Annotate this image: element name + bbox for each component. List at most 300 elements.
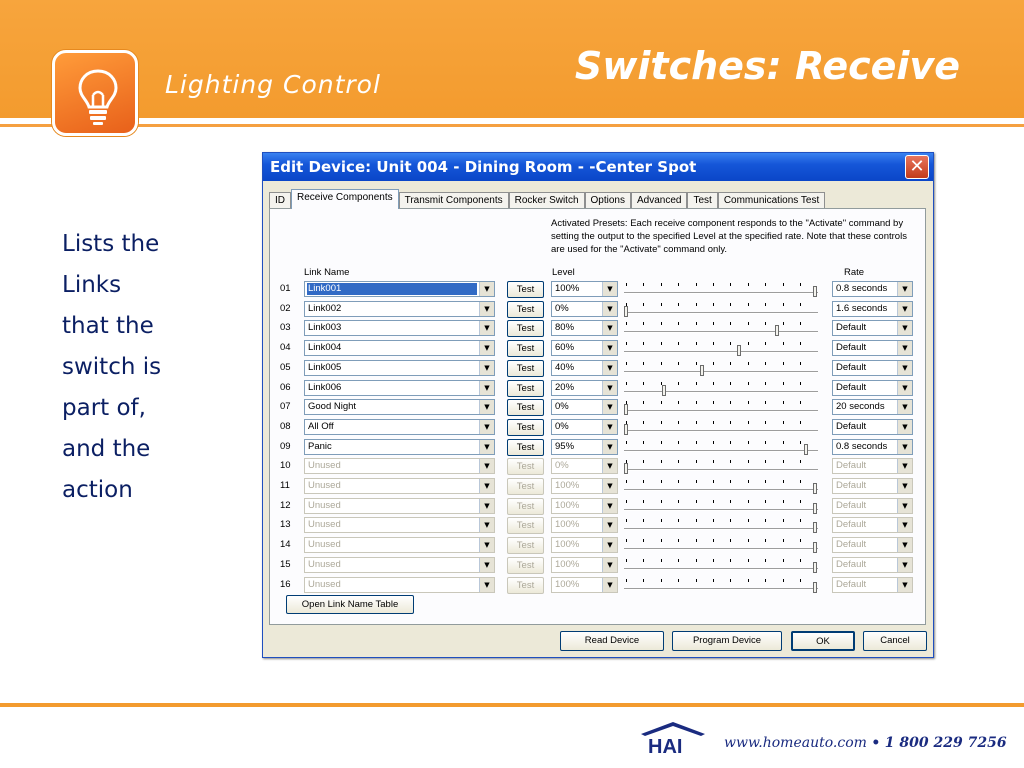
test-button[interactable]: Test [507,281,544,298]
level-value: 100% [555,559,580,570]
level-combo[interactable] [551,380,618,396]
level-slider[interactable] [624,339,818,358]
body-line: part of, [62,395,146,421]
slider-tick [730,362,731,365]
slider-tick [678,322,679,325]
chevron-down-icon[interactable]: ▼ [602,381,617,395]
slider-tick [643,441,644,444]
slider-tick [783,322,784,325]
link-name-value: Link004 [308,342,342,353]
chevron-down-icon[interactable]: ▼ [897,440,912,454]
slider-tick [765,579,766,582]
slider-track [624,292,818,294]
level-slider [624,457,818,476]
slider-tick [765,382,766,385]
slider-tick [713,401,714,404]
chevron-down-icon[interactable]: ▼ [602,341,617,355]
slider-tick [643,382,644,385]
slider-tick [661,342,662,345]
test-button: Test [507,458,544,475]
chevron-down-icon: ▼ [897,479,912,493]
test-button[interactable]: Test [507,380,544,397]
component-row [270,536,925,555]
slider-tick [765,362,766,365]
slider-tick [800,362,801,365]
tab-test[interactable]: Test [687,192,717,209]
slider-tick [643,579,644,582]
slider-tick [730,500,731,503]
slider-tick [748,500,749,503]
slider-tick [748,401,749,404]
slider-thumb[interactable] [662,385,666,396]
component-row [270,497,925,516]
slider-tick [765,303,766,306]
slider-track [624,588,818,590]
level-combo[interactable] [551,340,618,356]
link-name-combo[interactable] [304,419,495,435]
rate-combo[interactable] [832,380,913,396]
hai-logo [639,720,711,756]
slider-tick [678,342,679,345]
component-row [270,339,925,358]
slider-tick [748,362,749,365]
slider-tick [765,401,766,404]
rate-value: Default [836,539,867,550]
level-slider[interactable] [624,398,818,417]
slider-tick [696,579,697,582]
slider-tick [783,460,784,463]
link-name-value: Unused [308,579,341,590]
slider-track [624,509,818,511]
slider-tick [730,480,731,483]
body-line: and the [62,436,151,462]
slider-tick [696,401,697,404]
slider-thumb[interactable] [624,424,628,435]
chevron-down-icon[interactable]: ▼ [602,321,617,335]
rate-value: Default [836,519,867,530]
slider-tick [783,559,784,562]
level-value: 100% [555,480,580,491]
level-value: 60% [555,342,575,353]
slider-tick [678,480,679,483]
chevron-down-icon[interactable]: ▼ [479,381,494,395]
slider-tick [626,362,627,365]
rate-combo[interactable] [832,340,913,356]
slider-tick [713,460,714,463]
footer-separator: • [871,735,881,751]
slider-tick [800,382,801,385]
rate-combo[interactable] [832,281,913,297]
chevron-down-icon: ▼ [602,558,617,572]
row-number: 16 [280,579,291,590]
row-number: 13 [280,519,291,530]
chevron-down-icon: ▼ [479,479,494,493]
slider-tick [678,559,679,562]
body-line: Lists the [62,231,160,257]
chevron-down-icon: ▼ [602,538,617,552]
slider-tick [643,500,644,503]
footer-contact [724,735,1007,751]
chevron-down-icon[interactable]: ▼ [602,420,617,434]
chevron-down-icon[interactable]: ▼ [479,440,494,454]
slider-tick [783,401,784,404]
slider-tick [661,579,662,582]
slider-tick [661,303,662,306]
footer-url[interactable]: www.homeauto.com [724,735,867,751]
slider-thumb[interactable] [624,404,628,415]
slider-tick [730,441,731,444]
test-button: Test [507,577,544,594]
rate-combo [832,537,913,553]
slider-tick [800,559,801,562]
link-name-value: Link006 [308,382,342,393]
chevron-down-icon[interactable]: ▼ [602,440,617,454]
slider-tick [748,539,749,542]
chevron-down-icon[interactable]: ▼ [479,341,494,355]
chevron-down-icon[interactable]: ▼ [479,321,494,335]
level-slider[interactable] [624,280,818,299]
slider-tick [678,382,679,385]
ok-button[interactable]: OK [791,631,855,651]
slider-tick [696,421,697,424]
link-name-combo[interactable] [304,399,495,415]
link-name-value: Unused [308,519,341,530]
slider-tick [748,480,749,483]
chevron-down-icon: ▼ [897,459,912,473]
slider-tick [678,519,679,522]
slider-tick [730,579,731,582]
rate-combo[interactable] [832,439,913,455]
link-name-combo[interactable] [304,301,495,317]
link-name-combo[interactable] [304,380,495,396]
footer-rule [0,703,1024,707]
chevron-down-icon[interactable]: ▼ [479,361,494,375]
test-button[interactable]: Test [507,340,544,357]
link-name-value: Unused [308,539,341,550]
slider-tick [765,500,766,503]
read-device-button[interactable]: Read Device [560,631,664,651]
slider-thumb [813,582,817,593]
component-row [270,418,925,437]
level-combo[interactable] [551,301,618,317]
chevron-down-icon: ▼ [479,538,494,552]
slider-tick [730,283,731,286]
slider-tick [765,539,766,542]
test-button[interactable]: Test [507,360,544,377]
slider-tick [730,421,731,424]
slider-tick [678,460,679,463]
slider-track [624,351,818,353]
chevron-down-icon[interactable]: ▼ [602,361,617,375]
rate-value: Default [836,322,867,333]
tab-rocker-switch[interactable]: Rocker Switch [509,192,585,209]
chevron-down-icon[interactable]: ▼ [897,361,912,375]
level-slider[interactable] [624,359,818,378]
level-slider [624,477,818,496]
dialog-title-bar[interactable] [263,153,933,181]
tab-receive-components[interactable]: Receive Components [291,189,399,209]
link-name-combo[interactable] [304,439,495,455]
slider-track [624,469,818,471]
close-button[interactable]: ✕ [905,155,929,179]
row-number: 04 [280,342,291,353]
slider-tick [713,579,714,582]
slider-tick [696,500,697,503]
dialog-title: Edit Device: Unit 004 - Dining Room - -Center Spot [270,158,697,176]
slider-tick [661,559,662,562]
level-slider[interactable] [624,379,818,398]
slider-tick [626,519,627,522]
component-row [270,300,925,319]
level-combo [551,537,618,553]
slider-tick [696,441,697,444]
link-name-combo [304,517,495,533]
level-combo[interactable] [551,320,618,336]
rate-value: Default [836,579,867,590]
chevron-down-icon[interactable]: ▼ [897,381,912,395]
slider-tick [696,283,697,286]
link-name-combo[interactable] [304,360,495,376]
level-slider [624,576,818,595]
row-number: 06 [280,382,291,393]
slider-tick [713,480,714,483]
slider-tick [748,382,749,385]
slider-tick [678,539,679,542]
component-row [270,379,925,398]
chevron-down-icon[interactable]: ▼ [897,341,912,355]
chevron-down-icon: ▼ [602,578,617,592]
column-header-link-name: Link Name [304,267,350,278]
tab-transmit-components[interactable]: Transmit Components [399,192,509,209]
slider-tick [748,579,749,582]
slider-tick [696,382,697,385]
chevron-down-icon: ▼ [602,459,617,473]
slider-track [624,371,818,373]
slider-tick [713,500,714,503]
chevron-down-icon[interactable]: ▼ [897,400,912,414]
chevron-down-icon[interactable]: ▼ [897,302,912,316]
rate-value: Default [836,480,867,491]
chevron-down-icon[interactable]: ▼ [479,400,494,414]
chevron-down-icon: ▼ [602,518,617,532]
tab-communications-test[interactable]: Communications Test [718,192,825,209]
row-number: 14 [280,539,291,550]
slider-tick [626,480,627,483]
component-row [270,438,925,457]
slider-thumb[interactable] [804,444,808,455]
chevron-down-icon[interactable]: ▼ [897,282,912,296]
rate-value: Default [836,382,867,393]
slider-tick [783,342,784,345]
chevron-down-icon[interactable]: ▼ [479,420,494,434]
test-button: Test [507,517,544,534]
link-name-combo [304,478,495,494]
slider-tick [661,283,662,286]
slider-thumb[interactable] [737,345,741,356]
slider-tick [643,401,644,404]
rate-combo[interactable] [832,399,913,415]
link-name-combo [304,557,495,573]
level-slider [624,497,818,516]
slider-tick [696,322,697,325]
slider-thumb[interactable] [813,286,817,297]
rate-value: Default [836,362,867,373]
test-button[interactable]: Test [507,439,544,456]
test-button[interactable]: Test [507,320,544,337]
slider-tick [626,342,627,345]
level-combo [551,577,618,593]
slider-tick [800,322,801,325]
slider-tick [765,421,766,424]
level-value: 0% [555,401,569,412]
slider-tick [643,460,644,463]
chevron-down-icon[interactable]: ▼ [479,302,494,316]
rate-combo[interactable] [832,320,913,336]
slider-tick [643,322,644,325]
slider-tick [643,559,644,562]
level-combo [551,557,618,573]
row-number: 11 [280,480,290,491]
open-link-name-table-button[interactable]: Open Link Name Table [286,595,414,614]
footer-phone: 1 800 229 7256 [884,735,1007,751]
slider-tick [696,559,697,562]
level-slider[interactable] [624,319,818,338]
slider-track [624,410,818,412]
slider-tick [643,303,644,306]
row-number: 09 [280,441,291,452]
rate-value: Default [836,421,867,432]
link-name-combo[interactable] [304,320,495,336]
column-header-level: Level [552,267,575,278]
link-name-combo [304,577,495,593]
slider-tick [730,539,731,542]
slider-tick [643,539,644,542]
slider-tick [748,460,749,463]
slider-tick [713,283,714,286]
chevron-down-icon[interactable]: ▼ [602,302,617,316]
level-value: 40% [555,362,575,373]
cancel-button[interactable]: Cancel [863,631,927,651]
slider-tick [765,559,766,562]
level-value: 100% [555,283,580,294]
level-combo[interactable] [551,399,618,415]
slider-tick [800,401,801,404]
component-row [270,319,925,338]
rate-combo [832,478,913,494]
slider-tick [661,401,662,404]
tab-strip [269,189,825,209]
rate-value: Default [836,342,867,353]
test-button[interactable]: Test [507,399,544,416]
slider-track [624,568,818,570]
body-line: Links [62,272,122,298]
chevron-down-icon[interactable]: ▼ [479,282,494,296]
level-combo[interactable] [551,419,618,435]
lightbulb-icon [74,67,122,127]
slider-tick [696,519,697,522]
row-number: 12 [280,500,291,511]
tab-options[interactable]: Options [585,192,631,209]
row-number: 10 [280,460,291,471]
chevron-down-icon[interactable]: ▼ [602,282,617,296]
slider-tick [661,322,662,325]
slider-thumb[interactable] [624,306,628,317]
rate-combo[interactable] [832,360,913,376]
link-name-value: All Off [308,421,334,432]
level-combo[interactable] [551,439,618,455]
hai-logo-text: HAI [648,736,683,756]
level-combo[interactable] [551,281,618,297]
slider-tick [783,421,784,424]
slider-track [624,430,818,432]
level-combo[interactable] [551,360,618,376]
slider-tick [643,519,644,522]
component-row [270,280,925,299]
rate-combo [832,498,913,514]
rate-combo[interactable] [832,301,913,317]
slider-tick [626,500,627,503]
row-number: 05 [280,362,291,373]
row-number: 03 [280,322,291,333]
slider-tick [748,559,749,562]
tab-advanced[interactable]: Advanced [631,192,687,209]
slider-track [624,391,818,393]
program-device-button[interactable]: Program Device [672,631,782,651]
slider-tick [730,303,731,306]
slider-thumb [624,463,628,474]
link-name-value: Unused [308,500,341,511]
rate-value: Default [836,500,867,511]
slider-thumb [813,483,817,494]
slider-tick [626,322,627,325]
link-name-value: Unused [308,480,341,491]
row-number: 08 [280,421,291,432]
chevron-down-icon[interactable]: ▼ [897,420,912,434]
slider-tick [800,579,801,582]
slider-tick [643,421,644,424]
chevron-down-icon[interactable]: ▼ [897,321,912,335]
link-name-value: Link001 [307,283,477,295]
chevron-down-icon[interactable]: ▼ [602,400,617,414]
level-slider[interactable] [624,300,818,319]
slider-tick [696,539,697,542]
test-button[interactable]: Test [507,301,544,318]
slider-thumb[interactable] [700,365,704,376]
level-slider[interactable] [624,418,818,437]
level-slider[interactable] [624,438,818,457]
test-button[interactable]: Test [507,419,544,436]
slider-thumb [813,542,817,553]
slider-track [624,312,818,314]
rate-combo [832,557,913,573]
rate-combo[interactable] [832,419,913,435]
chevron-down-icon: ▼ [897,578,912,592]
slider-tick [765,322,766,325]
link-name-combo[interactable] [304,340,495,356]
slider-tick [626,382,627,385]
component-row [270,359,925,378]
slider-track [624,489,818,491]
tab-id[interactable]: ID [269,192,291,209]
slider-tick [713,421,714,424]
level-value: 0% [555,303,569,314]
link-name-combo[interactable] [304,281,495,297]
slider-tick [800,519,801,522]
test-button: Test [507,537,544,554]
link-name-value: Unused [308,460,341,471]
slider-tick [661,519,662,522]
slider-thumb[interactable] [775,325,779,336]
